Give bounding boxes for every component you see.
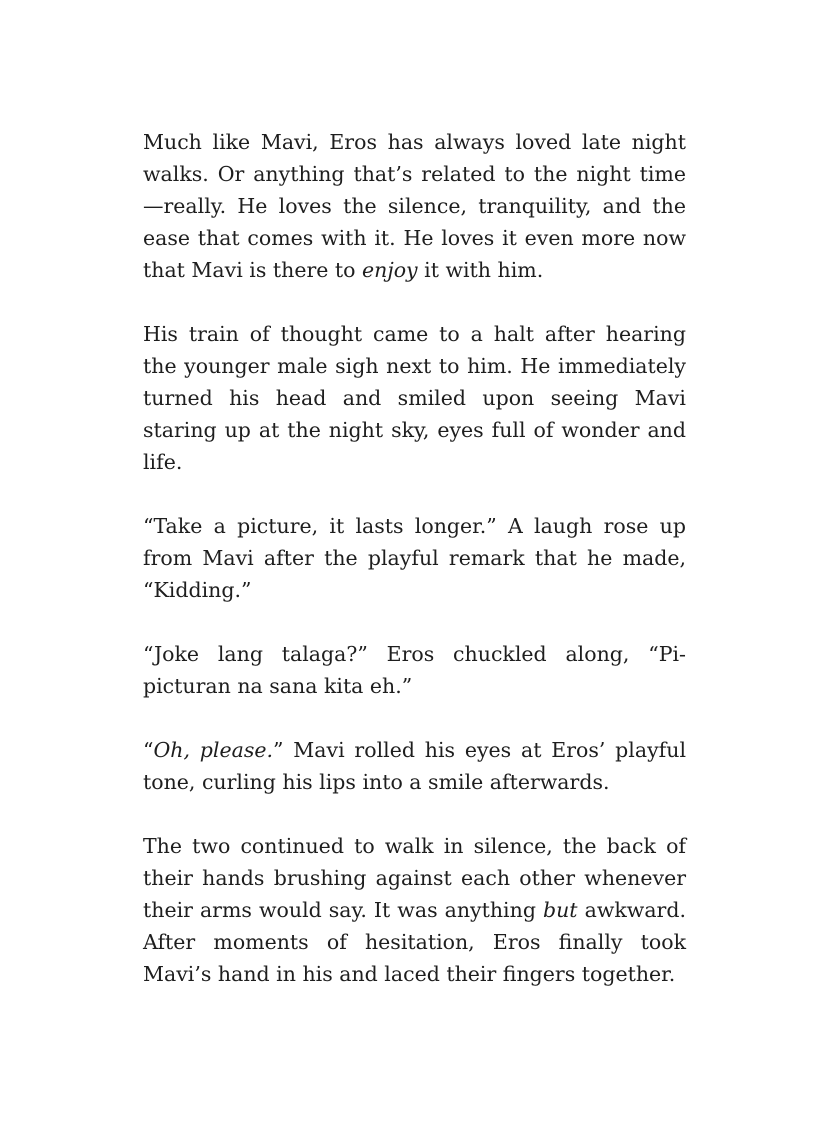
paragraph-text: awkward. After moments of hesitation, Eros finally took Mavi’s hand in his and laced their fingers together. (143, 898, 686, 986)
paragraph-4 (143, 638, 686, 702)
paragraph-3 (143, 510, 686, 606)
paragraph-text: The two continued to walk in silence, the back of their hands brushing against each other whenever their arms would say. It was anything (143, 834, 686, 922)
emphasis-text: enjoy (362, 258, 418, 282)
emphasis-text: but (542, 898, 578, 922)
paragraph-1 (143, 126, 686, 286)
emphasis-text: Oh, please. (153, 738, 274, 762)
paragraph-text: it with him. (417, 258, 544, 282)
paragraph-5 (143, 734, 686, 798)
paragraph-text: ” Mavi rolled his eyes at Eros’ playful tone, curling his lips into a smile afterwards. (143, 738, 687, 794)
paragraph-2 (143, 318, 686, 478)
paragraph-text: “Take a picture, it lasts longer.” A laugh rose up from Mavi after the playful remark that he made, “Kidding.” (143, 514, 686, 602)
paragraph-6 (143, 830, 686, 990)
paragraph-text: His train of thought came to a halt after hearing the younger male sigh next to him. He immediately turned his head and smiled upon seeing Mavi staring up at the night sky, eyes full of wonder and life. (143, 322, 686, 474)
paragraph-text: “Joke lang talaga?” Eros chuckled along, “Pi-picturan na sana kita eh.” (143, 642, 686, 698)
paragraph-text: “ (143, 738, 154, 762)
story-text (143, 126, 686, 1022)
paragraph-text: Much like Mavi, Eros has always loved late night walks. Or anything that’s related to the night time—really. He loves the silence, tranquility, and the ease that comes with it. He loves it even more now that Mavi is there to (143, 130, 686, 282)
